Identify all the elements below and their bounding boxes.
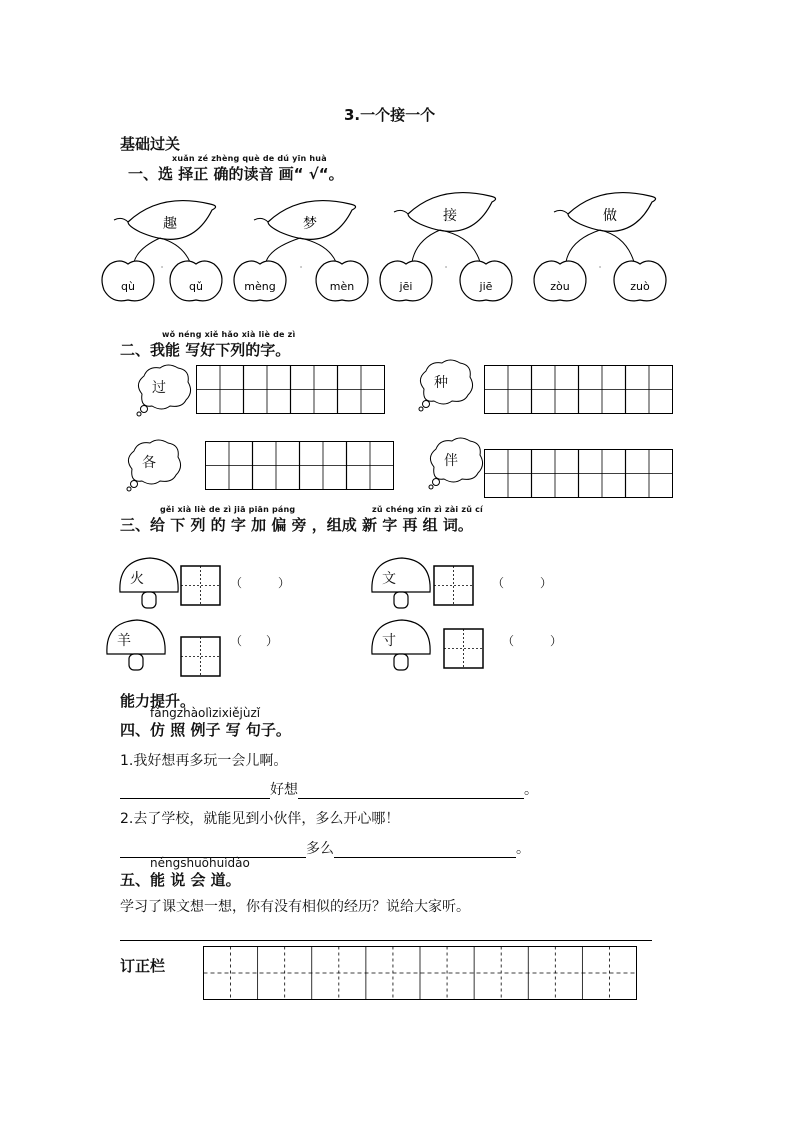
q5-heading: 五、能 说 会 道。 — [120, 871, 241, 889]
correction-label: 订正栏 — [120, 957, 166, 975]
stem-right — [160, 238, 190, 262]
stem-left — [266, 238, 300, 262]
writing-grid[interactable] — [196, 365, 385, 419]
cherry-left-pinyin: mèng — [244, 280, 276, 293]
q3-char: 火 — [130, 571, 144, 587]
leaf-curl — [554, 210, 568, 214]
q2-heading: 二、我能 写好下列的字。 — [120, 341, 291, 359]
q3-char: 文 — [382, 571, 396, 587]
cherry-right-pinyin: jiē — [479, 280, 493, 293]
q4-answer-2-mid: 多么 — [306, 841, 334, 857]
cherry-group-2 — [234, 201, 368, 301]
tianzi-box[interactable] — [433, 565, 475, 611]
word-paren-blank[interactable]: （ ） — [230, 576, 291, 590]
q2-char: 伴 — [444, 453, 458, 469]
q1-char: 梦 — [303, 216, 317, 232]
stem-right — [300, 238, 336, 262]
cherry-right-pinyin: qǔ — [189, 280, 203, 293]
q1-char: 接 — [443, 208, 457, 224]
q4-answer-1 — [120, 779, 538, 799]
q4-answer-1-blank-right[interactable] — [298, 784, 524, 799]
section-advance-heading: 能力提升。 — [120, 692, 196, 710]
q1-char: 做 — [603, 208, 617, 224]
mushroom-icon — [105, 618, 169, 678]
mushroom-icon — [118, 556, 182, 616]
q4-example-2: 2.去了学校，就能见到小伙伴，多么开心哪！ — [120, 811, 400, 827]
cherry-left-pinyin: zòu — [550, 280, 570, 293]
writing-grid[interactable] — [484, 365, 673, 419]
page-title: 3.一个接一个 — [344, 106, 436, 124]
cherry-right-pinyin: mèn — [329, 280, 355, 293]
leaf-curl — [254, 218, 268, 222]
q4-example-1: 1.我好想再多玩一会儿啊。 — [120, 753, 288, 769]
q4-heading: 四、仿 照 例子 写 句子。 — [120, 721, 291, 739]
q5-pinyin: néngshuōhuìdào — [150, 856, 250, 870]
q3-char: 羊 — [117, 633, 131, 649]
writing-grid[interactable] — [205, 441, 394, 495]
q5-prompt: 学习了课文想一想，你有没有相似的经历？说给大家听。 — [120, 899, 470, 915]
leaf-curl — [394, 210, 408, 214]
q3-pinyin-left: gěi xià liè de zì jiā piān páng — [160, 505, 296, 514]
divider-line — [120, 940, 652, 941]
tianzi-box[interactable] — [443, 628, 485, 674]
word-paren-blank[interactable]: （ ） — [502, 634, 563, 648]
q4-answer-2 — [120, 838, 530, 858]
mushroom-icon — [370, 618, 434, 678]
cherry-left-pinyin: qù — [121, 280, 135, 293]
stem-right — [600, 230, 634, 262]
word-paren-blank[interactable]: （ ） — [230, 634, 279, 648]
cherry-group-3 — [380, 193, 512, 301]
stem-left — [134, 238, 160, 262]
cherry-left-pinyin: jēi — [399, 280, 413, 293]
q4-answer-2-blank-right[interactable] — [334, 843, 516, 858]
writing-grid[interactable] — [484, 449, 673, 503]
cherry-separator: · — [598, 263, 602, 272]
q2-pinyin: wǒ néng xiě hǎo xià liè de zì — [162, 330, 296, 339]
q3-heading: 三、给 下 列 的 字 加 偏 旁 ，组成 新 字 再 组 词。 — [120, 516, 473, 534]
cherry-right-pinyin: zuò — [630, 280, 650, 293]
q1-heading: 一、选 择正 确的读音 画“ √“。 — [128, 165, 344, 183]
cherry-separator: · — [160, 263, 164, 272]
q1-cherry-diagram — [100, 180, 700, 310]
q2-char: 各 — [142, 455, 156, 471]
correction-grid[interactable] — [203, 946, 639, 1002]
cherry-group-4 — [534, 193, 666, 301]
q1-char: 趣 — [163, 216, 177, 232]
q2-char: 过 — [152, 380, 166, 396]
stem-left — [412, 230, 440, 262]
mushroom-icon — [370, 556, 434, 616]
q3-pinyin-right: zǔ chéng xīn zì zài zǔ cí — [372, 505, 483, 514]
cherry-group-1 — [102, 201, 222, 301]
tianzi-box[interactable] — [180, 565, 222, 611]
q4-answer-2-end: 。 — [516, 841, 530, 857]
q4-pinyin: fǎngzhàolìzixiějùzǐ — [150, 706, 261, 720]
q4-answer-1-end: 。 — [524, 782, 538, 798]
q4-answer-1-mid: 好想 — [270, 782, 298, 798]
stem-right — [440, 230, 480, 262]
stem-left — [566, 230, 600, 262]
tianzi-box[interactable] — [180, 636, 222, 682]
word-paren-blank[interactable]: （ ） — [492, 576, 553, 590]
cherry-separator: · — [444, 263, 448, 272]
q2-char: 种 — [434, 375, 448, 391]
cherry-separator: · — [299, 263, 303, 272]
q4-answer-1-blank-left[interactable] — [120, 784, 270, 799]
section-basic-heading: 基础过关 — [120, 135, 181, 153]
q1-pinyin: xuǎn zé zhèng què de dú yīn huà — [172, 154, 327, 163]
leaf-curl — [114, 218, 128, 222]
q3-char: 寸 — [382, 633, 396, 649]
